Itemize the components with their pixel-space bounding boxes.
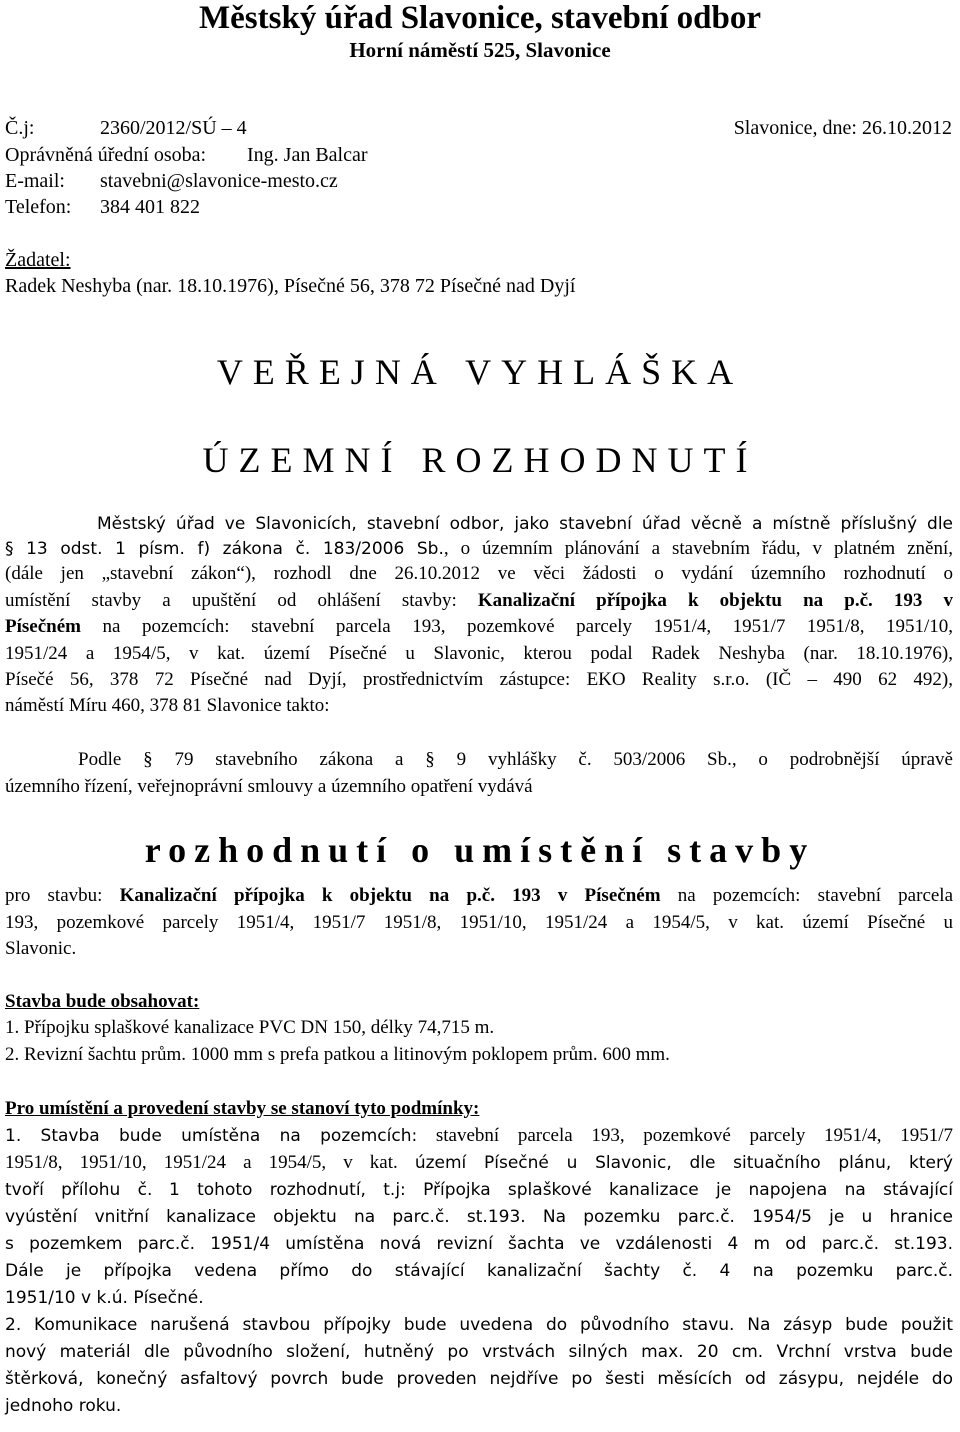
condition-1-line-6: Dále je přípojka vedena přímo do stávající kanalizační šachty č. 4 na pozemku parc.č. — [5, 1261, 953, 1281]
condition-2-line-4: jednoho roku. — [5, 1396, 122, 1416]
pursuant-line-2: územního řízení, veřejnoprávní smlouvy a územního opatření vydává — [5, 776, 533, 797]
official-person: Ing. Jan Balcar — [247, 144, 368, 166]
intro-line-5: Písečném na pozemcích: stavební parcela 193, pozemkové parcely 1951/4, 1951/7 1951/8, 1951/10, — [5, 616, 953, 637]
email-label: E-mail: — [5, 170, 65, 192]
pursuant-line-1: Podle § 79 stavebního zákona a § 9 vyhlášky č. 503/2006 Sb., o podrobnější úpravě — [78, 749, 953, 770]
contents-item-1: 1. Přípojku splaškové kanalizace PVC DN 150, délky 74,715 m. — [5, 1017, 495, 1038]
intro-line-3: (dále jen „stavební zákon“), rozhodl dne 26.10.2012 ve věci žádosti o vydání územního rozhodnutí o — [5, 563, 953, 584]
intro-line-6: 1951/24 a 1954/5, v kat. území Písečné u Slavonic, kterou podal Radek Neshyba (nar. 18.10.1976), — [5, 643, 953, 664]
condition-2-line-1: 2. Komunikace narušená stavbou přípojky bude uvedena do původního stavu. Na zásyp bude použit — [5, 1315, 953, 1335]
intro-line-8: náměstí Míru 460, 378 81 Slavonice takto: — [5, 695, 330, 716]
building-line-2: 193, pozemkové parcely 1951/4, 1951/7 1951/8, 1951/10, 1951/24 a 1954/5, v kat. území Písečné u — [5, 912, 953, 933]
condition-1-line-7: 1951/10 v k.ú. Písečné. — [5, 1288, 204, 1308]
public-notice-heading: VEŘEJNÁ VYHLÁŠKA — [216, 352, 744, 392]
condition-1-line-4: vyústění vnitřní kanalizace objektu na parc.č. st.193. Na pozemku parc.č. 1954/5 je u hranice — [5, 1207, 953, 1227]
contents-item-2: 2. Revizní šachtu prům. 1000 mm s prefa patkou a litinovým poklopem prům. 600 mm. — [5, 1044, 670, 1065]
condition-2-line-3: štěrková, konečný asfaltový povrch bude proveden nejdříve po šesti měsících od zásypu, nejdéle do — [5, 1369, 953, 1389]
building-line-3: Slavonic. — [5, 938, 77, 959]
phone-value: 384 401 822 — [100, 196, 200, 218]
decision-title: rozhodnutí o umístění stavby — [144, 830, 816, 870]
intro-line-2: § 13 odst. 1 písm. f) zákona č. 183/2006 Sb., o územním plánování a stavebním řádu, v platném znění, — [5, 538, 954, 559]
conditions-heading: Pro umístění a provedení stavby se stanoví tyto podmínky: — [5, 1098, 480, 1119]
condition-1-line-1: 1. Stavba bude umístěna na pozemcích: stavební parcela 193, pozemkové parcely 1951/4, 1951/7 — [5, 1125, 953, 1146]
office-address: Horní náměstí 525, Slavonice — [349, 38, 611, 62]
condition-1-line-2: 1951/8, 1951/10, 1951/24 a 1954/5, v kat. území Písečné u Slavonic, dle situačního plánu, který — [5, 1152, 953, 1173]
condition-1-line-3: tvoří přílohu č. 1 tohoto rozhodnutí, t.j: Přípojka splaškové kanalizace je napojena na stávající — [5, 1180, 953, 1200]
email-value: stavebni@slavonice-mesto.cz — [100, 170, 338, 192]
intro-line-7: Písečé 56, 378 72 Písečné nad Dyjí, prostřednictvím zástupce: EKO Reality s.r.o. (IČ – 490 62 492), — [5, 669, 953, 690]
reference-number-label: Č.j: — [5, 117, 35, 139]
contents-heading: Stavba bude obsahovat: — [5, 991, 200, 1012]
condition-1-line-5: s pozemkem parc.č. 1951/4 umístěna nová revizní šachta ve vzdálenosti 4 m od parc.č. st.193. — [5, 1234, 953, 1254]
applicant-label: Žadatel: — [5, 249, 71, 271]
intro-line-1: Městský úřad ve Slavonicích, stavební odbor, jako stavební úřad věcně a místně příslušný dle — [97, 514, 953, 534]
applicant-value: Radek Neshyba (nar. 18.10.1976), Písečné 56, 378 72 Písečné nad Dyjí — [5, 275, 576, 297]
official-person-label: Oprávněná úřední osoba: — [5, 144, 207, 166]
office-title: Městský úřad Slavonice, stavební odbor — [199, 0, 761, 36]
reference-number: 2360/2012/SÚ – 4 — [100, 117, 247, 139]
document-date: Slavonice, dne: 26.10.2012 — [733, 117, 952, 139]
phone-label: Telefon: — [5, 196, 72, 218]
building-line-1: pro stavbu: Kanalizační přípojka k objektu na p.č. 193 v Písečném na pozemcích: stavební parcela — [5, 885, 954, 906]
condition-2-line-2: nový materiál dle původního složení, hutněný po vrstvách silných max. 20 cm. Vrchní vrstva bude — [5, 1342, 953, 1362]
decision-heading: ÚZEMNÍ ROZHODNUTÍ — [202, 440, 758, 480]
intro-line-4: umístění stavby a upuštění od ohlášení stavby: Kanalizační přípojka k objektu na p.č. 193 v — [5, 590, 954, 611]
